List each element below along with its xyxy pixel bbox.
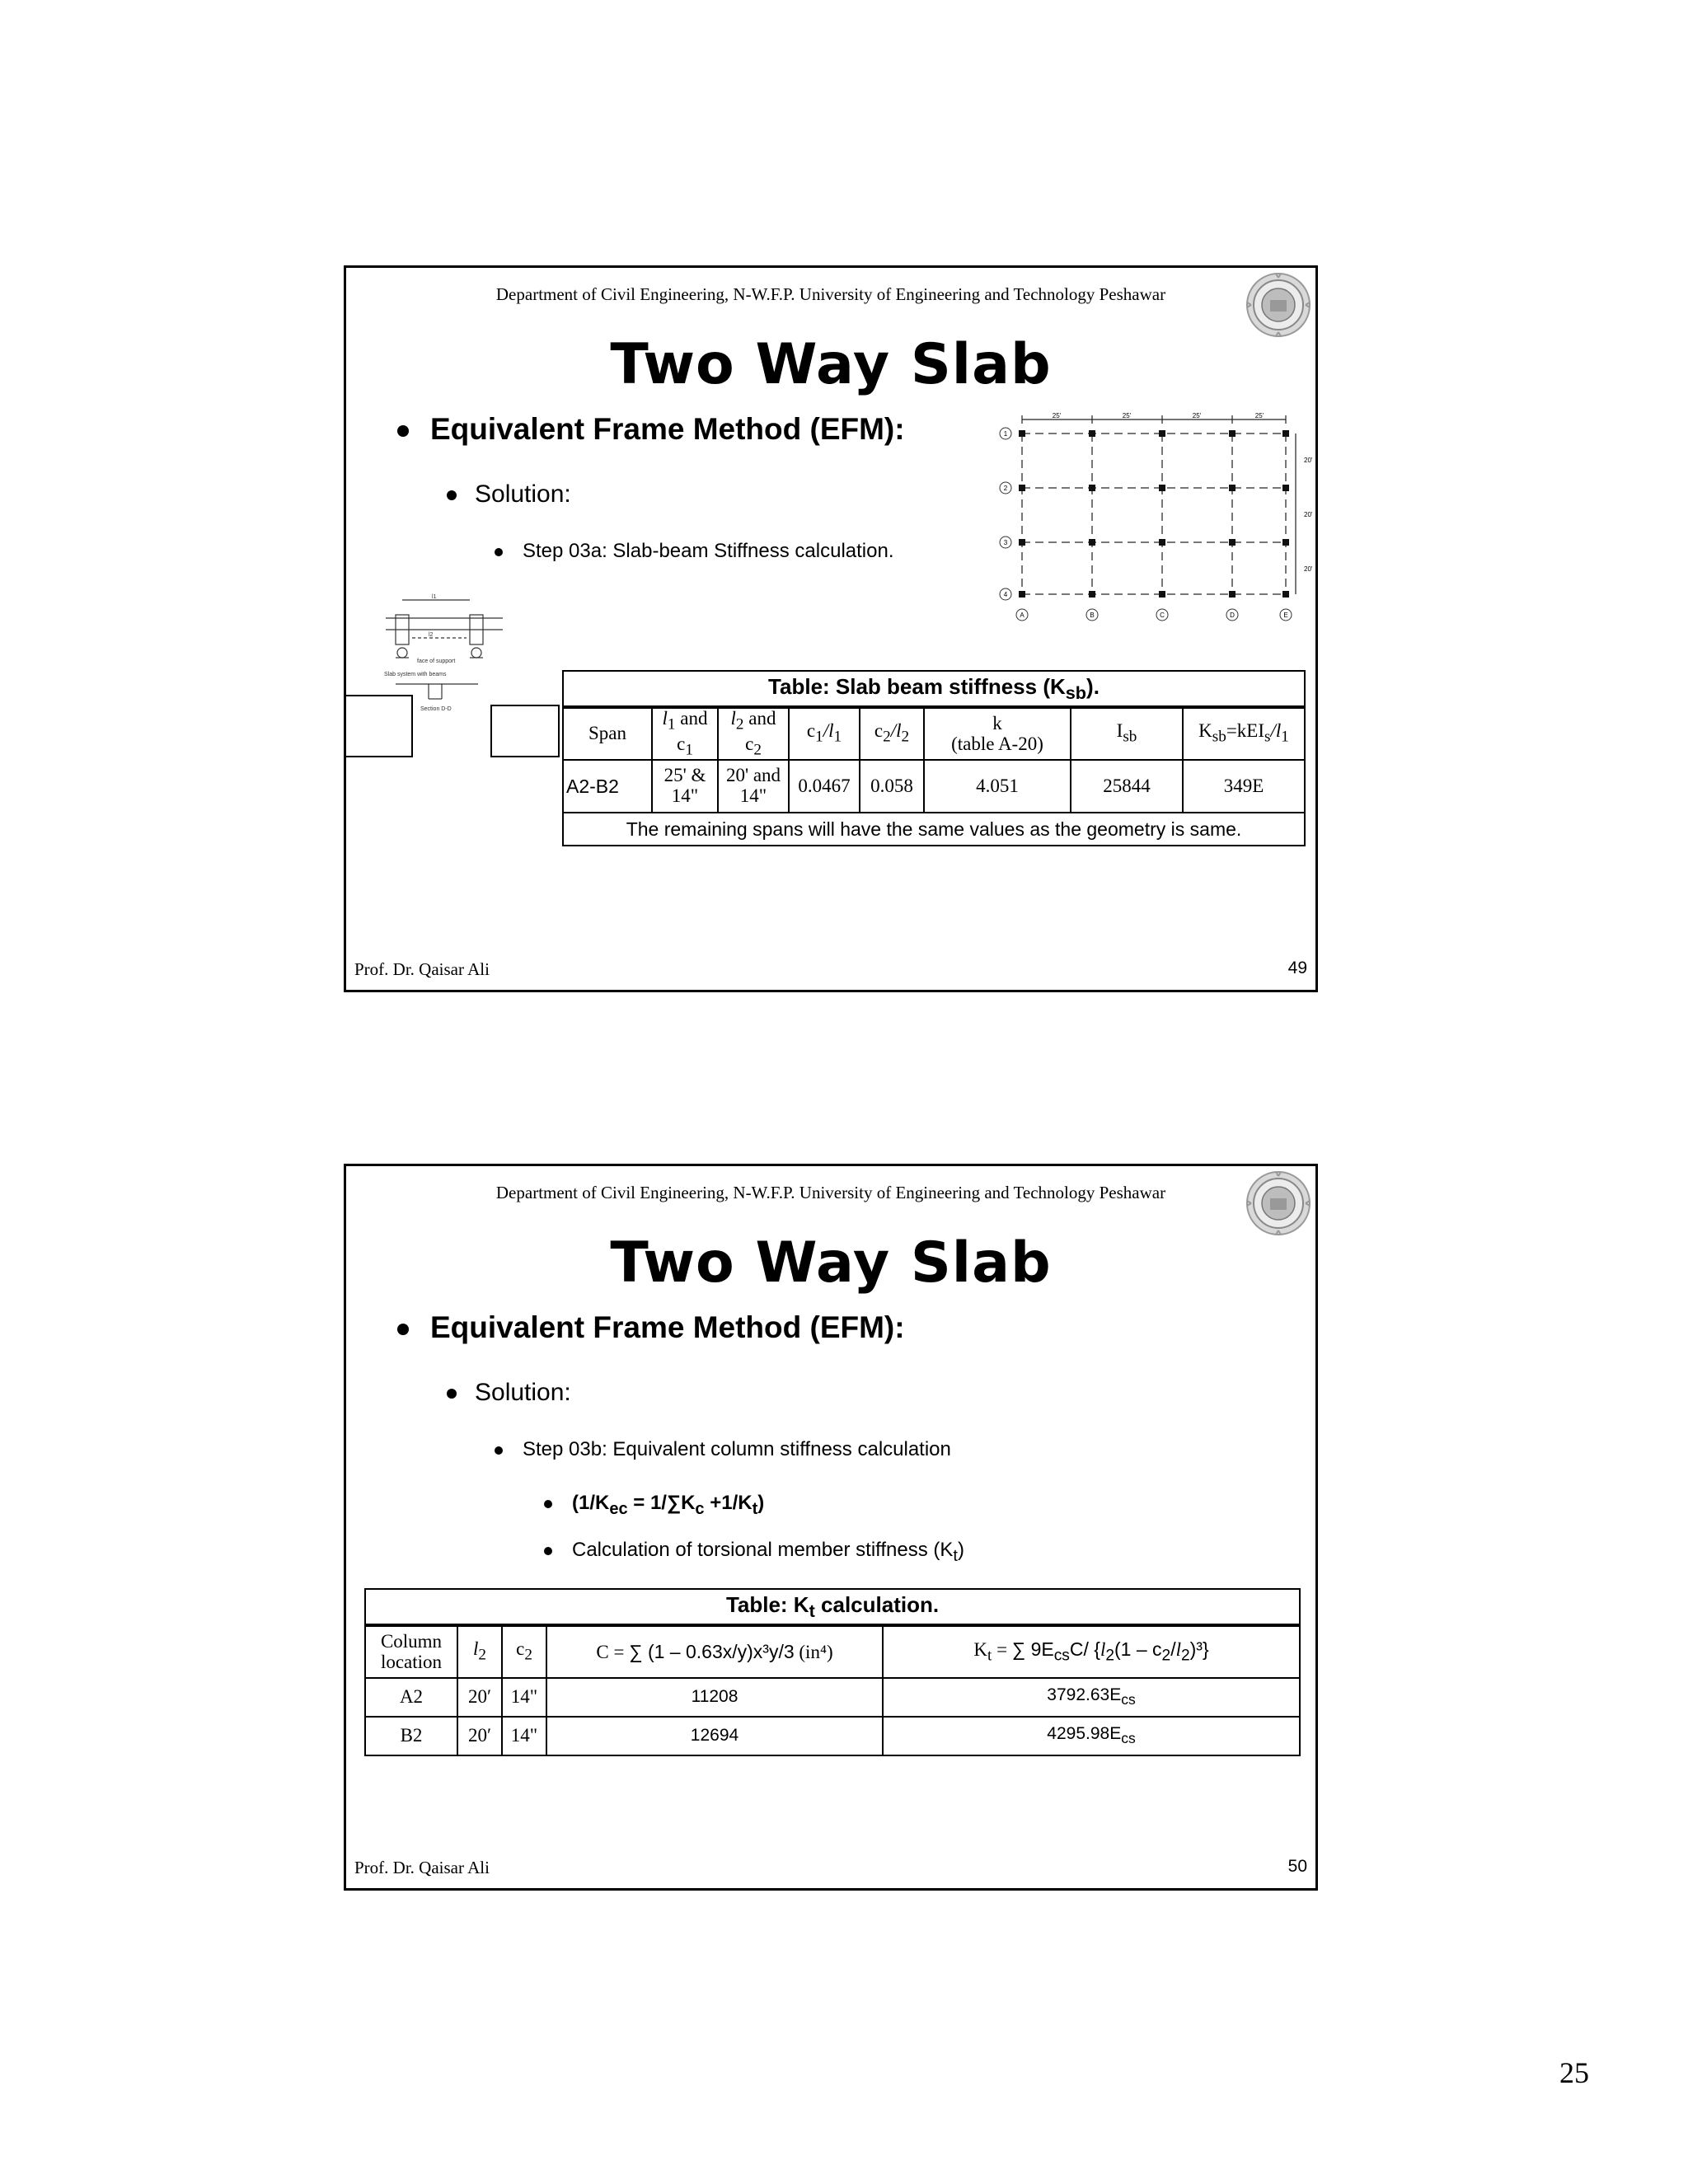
slide-50 — [344, 1164, 1318, 1891]
header-l2: $l_2$ — [457, 1625, 502, 1678]
cell-Kt: $4295.98E_{cs}$ — [883, 1717, 1300, 1755]
cell-l2: 20′ — [457, 1678, 502, 1717]
svg-text:l2: l2 — [429, 632, 434, 638]
svg-text:l1: l1 — [432, 594, 437, 600]
svg-text:C: C — [1160, 612, 1165, 619]
svg-text:D: D — [1230, 612, 1235, 619]
svg-text:A: A — [1020, 612, 1025, 619]
table-header-row — [563, 707, 1305, 760]
footer-author: Prof. Dr. Qaisar Ali — [354, 1858, 490, 1877]
slide-49 — [344, 265, 1318, 992]
svg-text:E: E — [1283, 612, 1288, 619]
svg-text:B: B — [1090, 612, 1095, 619]
cell-isb: 25844 — [1071, 760, 1183, 813]
slide-number: 49 — [1287, 958, 1307, 977]
svg-text:25': 25' — [1122, 413, 1132, 419]
department-header: Department of Civil Engineering, N-W.F.P. University of Engineering and Technology Peshawar — [495, 284, 1166, 304]
svg-text:1: 1 — [1003, 430, 1008, 438]
header-k: k (table A-20) — [924, 707, 1071, 760]
svg-text:20': 20' — [1304, 565, 1313, 573]
university-seal-icon — [1245, 271, 1312, 339]
cell-span: A2-B2 — [563, 760, 652, 813]
svg-text:25': 25' — [1254, 413, 1264, 419]
page-number: 25 — [1559, 2056, 1589, 2089]
header-column-location: Column location — [365, 1625, 457, 1678]
bullet-level-2: Solution: — [447, 1379, 571, 1407]
figure-crop-box-right — [490, 705, 560, 757]
svg-text:face of support: face of support — [417, 658, 456, 664]
svg-text:Slab system with beams: Slab system with beams — [384, 672, 447, 677]
header-c1-l1: $c_1/l_1$ — [789, 707, 860, 760]
svg-text:4: 4 — [1003, 591, 1008, 598]
university-seal-icon — [1245, 1169, 1312, 1237]
cell-l1c1: 25' & 14" — [652, 760, 718, 813]
svg-text:3: 3 — [1003, 539, 1008, 546]
header-ksb: $K_{sb}=kEI_s/l_1$ — [1183, 707, 1305, 760]
slide-number: 50 — [1287, 1857, 1307, 1876]
header-isb: $I_{sb}$ — [1071, 707, 1183, 760]
cell-Kt: $3792.63E_{cs}$ — [883, 1678, 1300, 1717]
cell-k: 4.051 — [924, 760, 1071, 813]
header-C: C = ∑ (1 – 0.63x/y)x³y/3 (in⁴) — [546, 1625, 883, 1678]
cell-c2: 14" — [502, 1678, 546, 1717]
department-header: Department of Civil Engineering, N-W.F.P. University of Engineering and Technology Peshawar — [495, 1183, 1166, 1202]
svg-text:20': 20' — [1304, 511, 1313, 518]
svg-text:2: 2 — [1003, 485, 1008, 492]
floor-plan-figure — [981, 413, 1315, 631]
bullet-level-3: Step 03b: Equivalent column stiffness calculation — [495, 1438, 951, 1461]
cell-C: 11208 — [546, 1678, 883, 1717]
slide-title: Two Way Slab — [610, 332, 1052, 397]
svg-text:Section D-D: Section D-D — [420, 706, 452, 712]
bullet-torsional: Calculation of torsional member stiffness $(K_t)$ — [544, 1539, 964, 1566]
cell-C: 12694 — [546, 1717, 883, 1755]
header-span: Span — [563, 707, 652, 760]
slab-beam-stiffness-table — [562, 670, 1306, 846]
cell-c1l1: 0.0467 — [789, 760, 860, 813]
figure-crop-box-left — [344, 695, 413, 757]
table-header-row — [365, 1625, 1300, 1678]
cell-ksb: 349E — [1183, 760, 1305, 813]
cell-l2c2: 20' and 14" — [718, 760, 789, 813]
cell-l2: 20′ — [457, 1717, 502, 1755]
slide-title: Two Way Slab — [610, 1230, 1052, 1296]
header-c2-l2: $c_2/l_2$ — [860, 707, 924, 760]
cell-loc: B2 — [365, 1717, 457, 1755]
kt-calculation-table — [364, 1588, 1301, 1756]
cell-c2l2: 0.058 — [860, 760, 924, 813]
cell-c2: 14" — [502, 1717, 546, 1755]
bullet-level-2: Solution: — [447, 480, 571, 509]
header-Kt: $K_t$ = ∑ $9E_{cs}C/$ $\{l_2(1 - c_2/l_2)^3\}$ — [883, 1625, 1300, 1678]
svg-text:25': 25' — [1192, 413, 1202, 419]
bullet-level-1: Equivalent Frame Method (EFM): — [397, 1310, 905, 1345]
header-c2: $c_2$ — [502, 1625, 546, 1678]
svg-text:20': 20' — [1304, 457, 1313, 464]
header-l1-c1: $l_1$ and $c_1$ — [652, 707, 718, 760]
table-caption: Table: Slab beam stiffness $(K_{sb})$. — [563, 671, 1305, 707]
svg-text:25': 25' — [1052, 413, 1062, 419]
table-row — [365, 1678, 1300, 1717]
table-row — [365, 1717, 1300, 1755]
table-note: The remaining spans will have the same values as the geometry is same. — [563, 813, 1305, 846]
bullet-level-1: Equivalent Frame Method (EFM): — [397, 412, 905, 447]
cell-loc: A2 — [365, 1678, 457, 1717]
header-l2-c2: $l_2$ and $c_2$ — [718, 707, 789, 760]
table-caption: Table: $K_t$ calculation. — [365, 1589, 1300, 1625]
bullet-formula: $(1/K_{ec} = 1/\sum K_c +1/K_t)$ — [544, 1492, 764, 1519]
table-row — [563, 760, 1305, 813]
bullet-level-3: Step 03a: Slab-beam Stiffness calculation. — [495, 540, 894, 563]
footer-author: Prof. Dr. Qaisar Ali — [354, 959, 490, 979]
